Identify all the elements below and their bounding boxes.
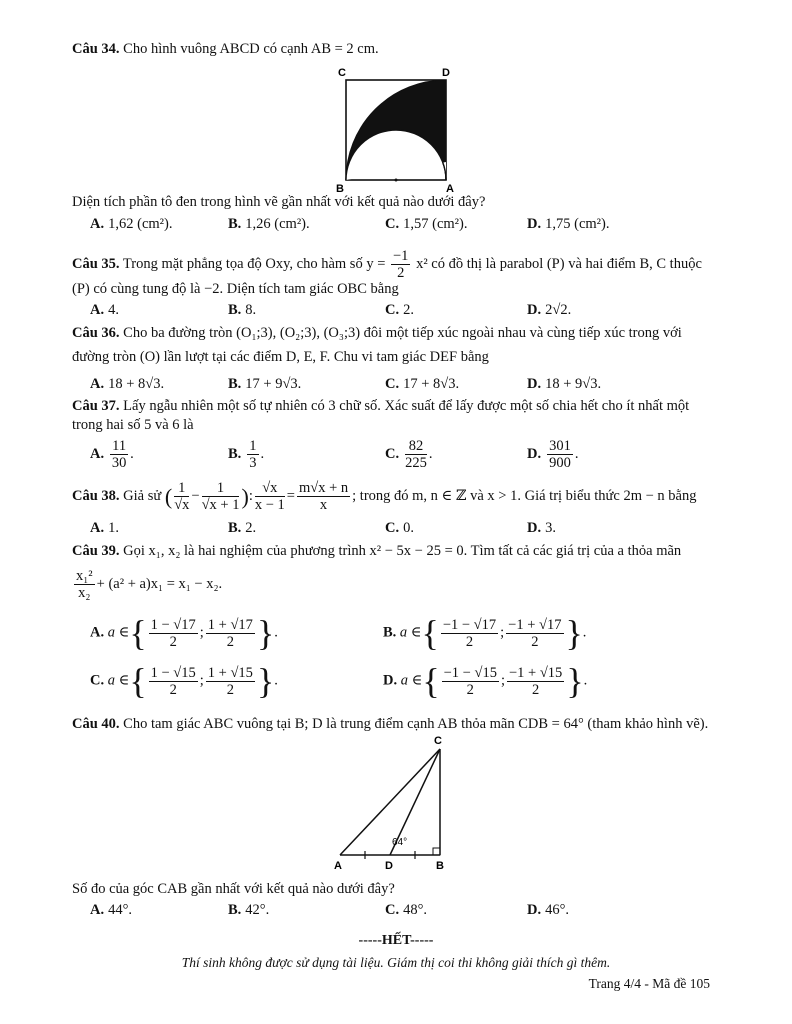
- q34-statement: [72, 40, 724, 59]
- q36-option-d[interactable]: D. 18 + 9√3.: [527, 376, 602, 392]
- q34-option-a[interactable]: A. 1,62 (cm²).: [90, 216, 173, 232]
- q38-option-d[interactable]: D. 3.: [527, 520, 556, 536]
- q36-option-a[interactable]: A. 18 + 8√3.: [90, 376, 165, 392]
- q37-label: Câu 37.: [72, 398, 120, 414]
- q36-line2: đường tròn (O) lần lượt tại các điểm D, E, F. Chu vi tam giác DEF bằng: [72, 349, 489, 365]
- q35-fraction: $\frac{-1}{2}$: [393, 248, 409, 281]
- q38-option-a[interactable]: A. 1.: [90, 520, 119, 536]
- q34-option-d[interactable]: D. 1,75 (cm²).: [527, 216, 610, 232]
- q39-option-c[interactable]: C. a ∈{ $\frac{1 - √15}{2}$ ; $\frac{1 + √15}{2}$ }.: [90, 661, 278, 701]
- q34-label-a: A: [446, 183, 454, 194]
- q36-option-b[interactable]: B. 17 + 9√3.: [228, 376, 302, 392]
- q35-option-d[interactable]: D. 2√2.: [527, 302, 572, 318]
- q37-option-c[interactable]: C. $\frac{82}{225}$ .: [385, 438, 433, 471]
- q37-option-b[interactable]: B. $\frac{1}{3}$ .: [228, 438, 265, 471]
- q40-label-c: C: [434, 735, 442, 747]
- q40-label-d: D: [385, 860, 393, 872]
- q35-option-b[interactable]: B. 8.: [228, 302, 257, 318]
- q37-option-d[interactable]: D. $\frac{301}{900}$ .: [527, 438, 579, 471]
- q35-option-a[interactable]: A. 4.: [90, 302, 119, 318]
- q40-label-a: A: [334, 860, 342, 872]
- q36-option-c[interactable]: C. 17 + 8√3.: [385, 376, 460, 392]
- q35-label: Câu 35.: [72, 255, 120, 272]
- q38-option-c[interactable]: C. 0.: [385, 520, 414, 536]
- q34-label-d: D: [442, 67, 450, 79]
- page-number: Trang 4/4 - Mã đề 105: [588, 976, 710, 991]
- q34-figure: [330, 62, 460, 194]
- q39-option-a[interactable]: A. a ∈{ $\frac{1 - √17}{2}$ ; $\frac{1 + √17}{2}$ }.: [90, 613, 278, 653]
- q39-label: Câu 39.: [72, 543, 120, 559]
- q40-option-c[interactable]: C. 48°.: [385, 902, 428, 918]
- q40-angle-label: 64°: [392, 837, 408, 848]
- q36-options: [90, 376, 730, 398]
- q34-label-b: B: [336, 183, 344, 194]
- q37-option-a[interactable]: A. $\frac{11}{30}$ .: [90, 438, 134, 471]
- q34-label: Câu 34.: [72, 41, 120, 57]
- q35-line2: (P) có cùng tung độ là −2. Diện tích tam giác OBC bằng: [72, 281, 399, 297]
- q40-option-d[interactable]: D. 46°.: [527, 902, 570, 918]
- q38-option-b[interactable]: B. 2.: [228, 520, 257, 536]
- q35-statement: Câu 35. Trong mặt phẳng tọa độ Oxy, cho hàm số y = $\frac{-1}{2}$ x² có đồ thị là parabol (P) và hai điểm B, C thuộc: [72, 248, 702, 281]
- end-marker: -----HẾT-----: [358, 933, 434, 948]
- q40-figure: [330, 733, 460, 873]
- q34-option-c[interactable]: C. 1,57 (cm²).: [385, 216, 468, 232]
- q39-option-b[interactable]: B. a ∈{ $\frac{-1 - √17}{2}$ ; $\frac{-1 + √17}{2}$ }.: [383, 613, 587, 653]
- q37-statement: Câu 37. Lấy ngẫu nhiên một số tự nhiên có 3 chữ số. Xác suất để lấy được một số chia hết cho ít nhất một: [72, 398, 690, 414]
- q35-options: [90, 302, 730, 324]
- q39-statement: Câu 39. Gọi x₁, x₂ là hai nghiệm của phương trình x² − 5x − 25 = 0. Tìm tất cả các giá trị của a thỏa mãn: [72, 543, 682, 559]
- q40-statement: Câu 40. Cho tam giác ABC vuông tại B; D là trung điểm cạnh AB thỏa mãn CDB = 64° (tham khảo hình vẽ).: [72, 716, 709, 732]
- q39-equation: $\frac{\text{x₁²}}{\text{x₂}}$ + (a² + a)x₁ = x₁ − x₂.: [76, 568, 223, 601]
- q34-options: [90, 216, 730, 238]
- q34-label-c: C: [338, 67, 346, 79]
- q38-statement: Câu 38. Giả sử ( $\frac{1}{√x}$ − $\frac{1}{√x + 1}$ ): $\frac{√x}{x - 1}$ = $\frac{m√x + n}{x}$ ; trong đó m, n ∈ ℤ và x > 1. Giá trị biểu thức 2m − n bằng: [72, 480, 697, 513]
- q40-label: Câu 40.: [72, 716, 120, 732]
- q37-line2: trong hai số 5 và 6 là: [72, 417, 194, 433]
- q37-options: [90, 438, 730, 478]
- q34-option-b[interactable]: B. 1,26 (cm²).: [228, 216, 310, 232]
- q40-label-b: B: [436, 860, 444, 872]
- q40-question: Số đo của góc CAB gần nhất với kết quả nào dưới đây?: [72, 881, 395, 897]
- q34-text: Cho hình vuông ABCD có cạnh AB = 2 cm.: [123, 41, 379, 57]
- footer-note: Thí sinh không được sử dụng tài liệu. Giám thị coi thi không giải thích gì thêm.: [181, 955, 611, 970]
- q34-question: Diện tích phần tô đen trong hình vẽ gần nhất với kết quả nào dưới đây?: [72, 194, 486, 210]
- q36-statement: Câu 36. Cho ba đường tròn (O₁;3), (O₂;3), (O₃;3) đôi một tiếp xúc ngoài nhau và cùng tiếp xúc trong với: [72, 325, 682, 341]
- q35-option-c[interactable]: C. 2.: [385, 302, 414, 318]
- q40-options: [90, 902, 730, 924]
- q38-options: [90, 520, 730, 542]
- q38-label: Câu 38.: [72, 487, 120, 504]
- q36-label: Câu 36.: [72, 325, 120, 341]
- q40-option-a[interactable]: A. 44°.: [90, 902, 133, 918]
- q40-option-b[interactable]: B. 42°.: [228, 902, 270, 918]
- q39-option-d[interactable]: D. a ∈{ $\frac{-1 - √15}{2}$ ; $\frac{-1 + √15}{2}$ }.: [383, 661, 588, 701]
